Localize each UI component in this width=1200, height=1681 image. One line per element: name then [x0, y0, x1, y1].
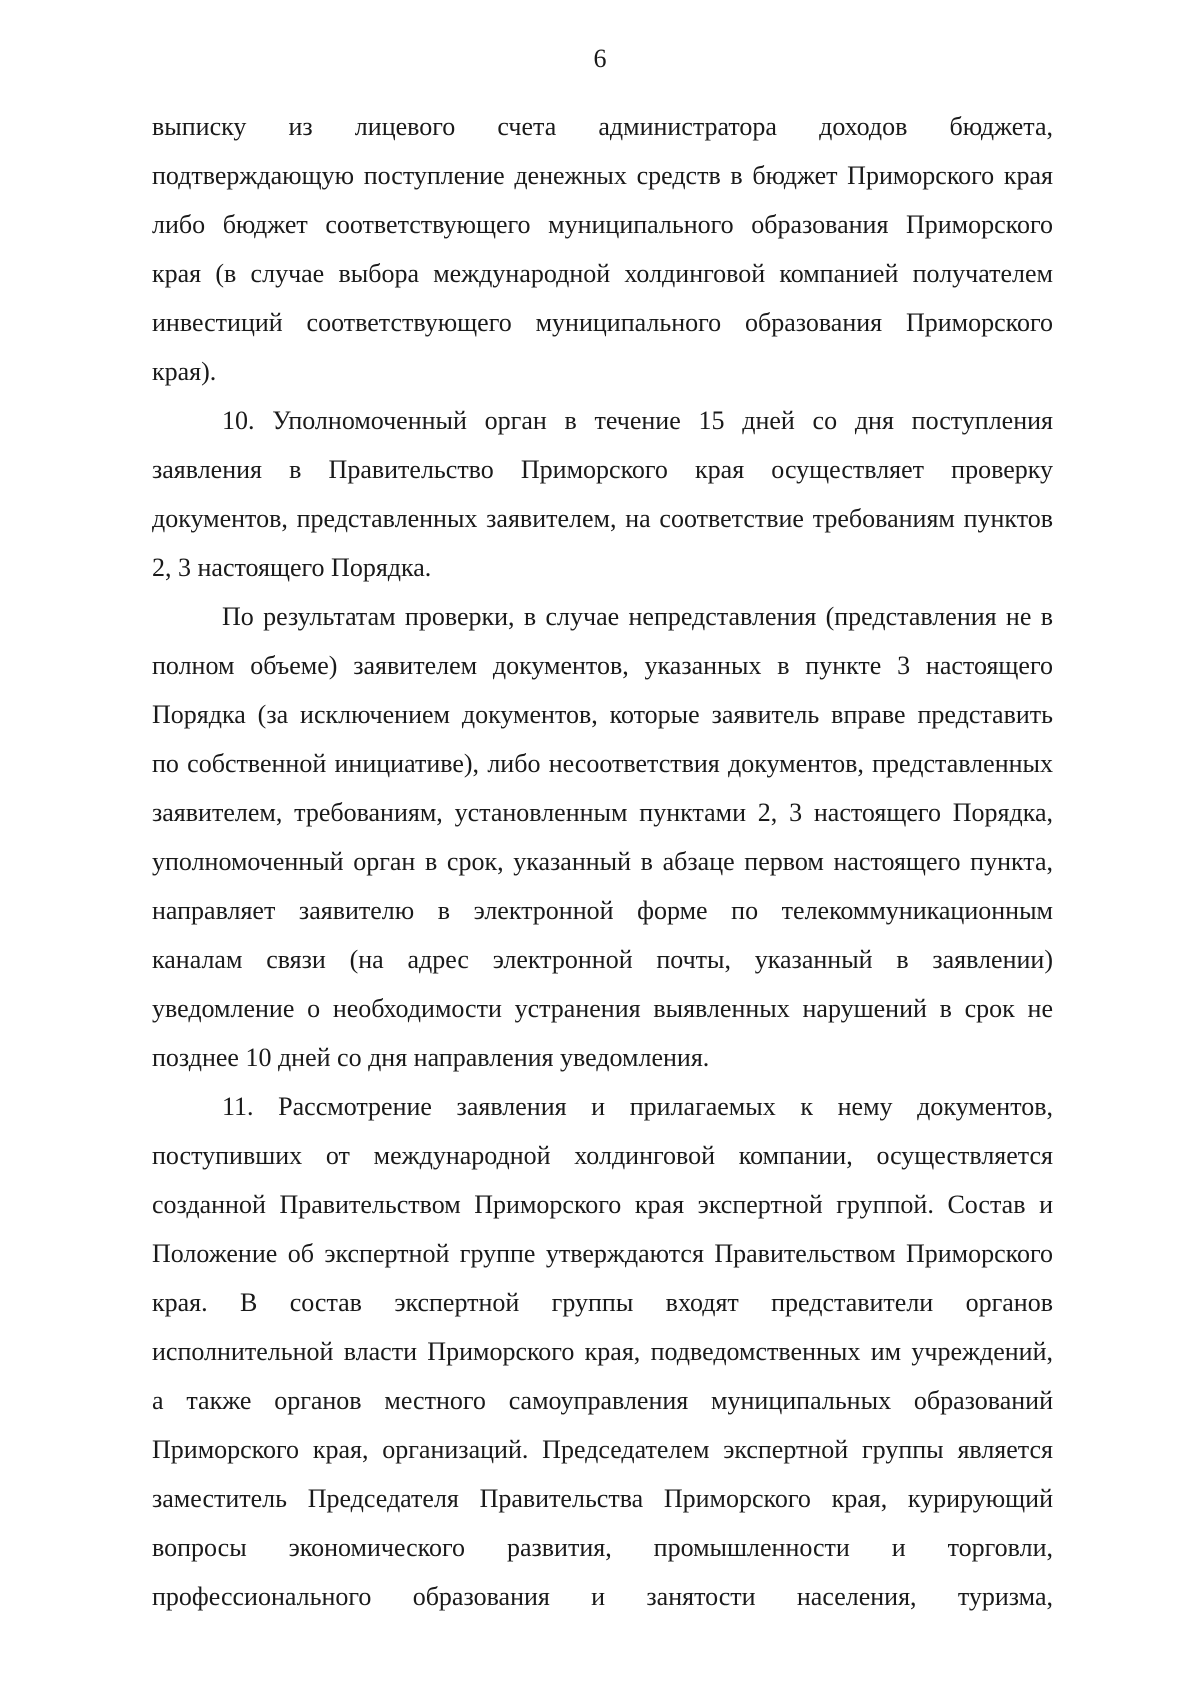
text-line: документов, представленных заявителем, на соответствие требованиям пунктов	[152, 504, 1053, 533]
paragraph-11-start: 11. Рассмотрение заявления и прилагаемых к нему документов,	[222, 1092, 1053, 1121]
page-number: 6	[593, 44, 607, 73]
text-line: подтверждающую поступление денежных средств в бюджет Приморского края	[152, 161, 1053, 190]
document-body	[152, 102, 1053, 1621]
text-line: профессионального образования и занятости населения, туризма,	[152, 1582, 1053, 1611]
text-line: края).	[152, 357, 217, 386]
paragraph-start: По результатам проверки, в случае непредставления (представления не в	[222, 602, 1053, 631]
text-line: Порядка (за исключением документов, которые заявитель вправе представить	[152, 700, 1053, 729]
text-line: созданной Правительством Приморского края экспертной группой. Состав и	[152, 1190, 1053, 1219]
text-line: исполнительной власти Приморского края, подведомственных им учреждений,	[152, 1337, 1053, 1366]
text-line: позднее 10 дней со дня направления уведомления.	[152, 1043, 710, 1072]
text-line: уведомление о необходимости устранения выявленных нарушений в срок не	[152, 994, 1053, 1023]
text-line: уполномоченный орган в срок, указанный в абзаце первом настоящего пункта,	[152, 847, 1053, 876]
text-line: а также органов местного самоуправления муниципальных образований	[152, 1386, 1053, 1415]
text-line: каналам связи (на адрес электронной почты, указанный в заявлении)	[152, 945, 1053, 974]
text-line: инвестиций соответствующего муниципального образования Приморского	[152, 308, 1053, 337]
text-line: по собственной инициативе), либо несоответствия документов, представленных	[152, 749, 1053, 778]
text-line: полном объеме) заявителем документов, указанных в пункте 3 настоящего	[152, 651, 1053, 680]
text-line: либо бюджет соответствующего муниципального образования Приморского	[152, 210, 1053, 239]
text-line: Приморского края, организаций. Председателем экспертной группы является	[152, 1435, 1053, 1464]
text-line: поступивших от международной холдинговой компании, осуществляется	[152, 1141, 1053, 1170]
text-line: Положение об экспертной группе утверждаются Правительством Приморского	[152, 1239, 1053, 1268]
text-line: края (в случае выбора международной холдинговой компанией получателем	[152, 259, 1053, 288]
text-line: края. В состав экспертной группы входят представители органов	[152, 1288, 1053, 1317]
text-line: вопросы экономического развития, промышленности и торговли,	[152, 1533, 1053, 1562]
paragraph-10-start: 10. Уполномоченный орган в течение 15 дней со дня поступления	[222, 406, 1053, 435]
text-line: заявителем, требованиям, установленным пунктами 2, 3 настоящего Порядка,	[152, 798, 1053, 827]
text-line: направляет заявителю в электронной форме по телекоммуникационным	[152, 896, 1053, 925]
text-line: заместитель Председателя Правительства Приморского края, курирующий	[152, 1484, 1053, 1513]
text-line: 2, 3 настоящего Порядка.	[152, 553, 432, 582]
text-line: заявления в Правительство Приморского края осуществляет проверку	[152, 455, 1053, 484]
text-line: выписку из лицевого счета администратора доходов бюджета,	[152, 112, 1053, 141]
